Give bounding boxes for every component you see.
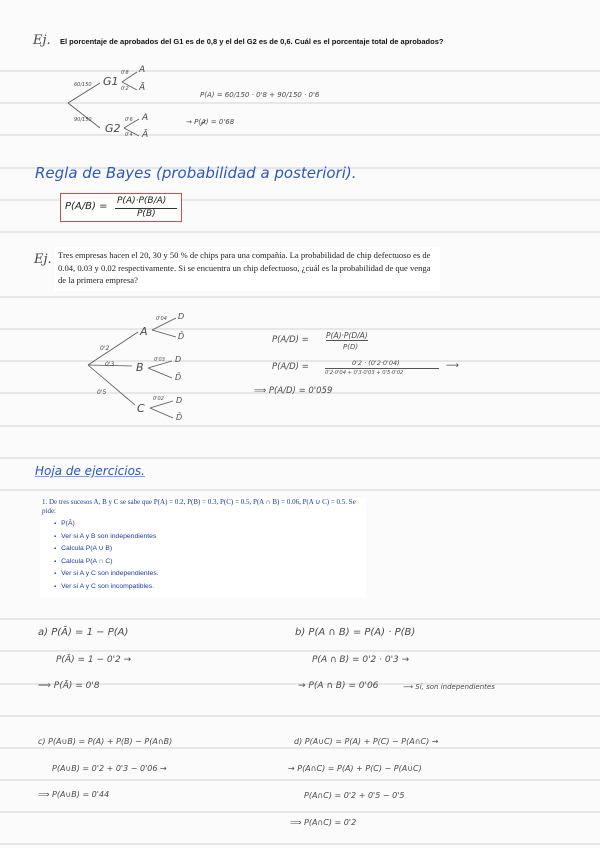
answer-c1: c) P(A∪B) = P(A) + P(B) − P(A∩B)	[38, 737, 173, 746]
answer-b2: P(A ∩ B) = 0'2 · 0'3 →	[312, 655, 410, 665]
answer-a1: a) P(Ā) = 1 − P(A)	[38, 627, 129, 638]
tree2-pb: 0'3	[105, 361, 115, 368]
example1-result: → P(A) = 0'68	[186, 118, 235, 126]
tree2-pa-d: 0'04	[156, 316, 167, 322]
tree1-p-g1: 60/150	[74, 82, 92, 88]
hoja-items	[54, 518, 159, 593]
example1-label: Ej.	[33, 33, 51, 48]
answer-d1: d) P(A∪C) = P(A) + P(C) − P(A∩C) →	[294, 737, 439, 746]
tree2-pc-d: 0'02	[153, 396, 164, 402]
answer-c3: ⟹ P(A∪B) = 0'44	[38, 790, 110, 799]
tree1-a-1: A	[139, 65, 146, 75]
hoja-item: ▪ Ver si A y C son independientes.	[54, 568, 159, 581]
tree1-g2-na: 0'4	[125, 132, 133, 138]
hoja-statement: 1. De tres sucesos A, B y C se sabe que P(A) = 0.2, P(B) = 0.3, P(C) = 0.5, P(A ∩ B) = 0.06, P(A ∪ C) = 0.5. Se pide:	[42, 498, 356, 515]
tree1-a-2: A	[142, 113, 149, 123]
example1-question: El porcentaje de aprobados del G1 es de 0,8 y el del G2 es de 0,6. Cuál es el porcentaje total de aprobados?	[60, 37, 444, 46]
bayes-numerator: P(A)·P(B/A)	[117, 196, 167, 206]
example2-label: Ej.	[34, 252, 52, 267]
tree2-d-1: D	[178, 312, 185, 321]
answer-b3: → P(A ∩ B) = 0'06	[298, 681, 379, 691]
tree1-na-1: Ā	[139, 83, 146, 93]
tree1-g1: G1	[103, 75, 119, 88]
tree2-nd-3: D̄	[176, 413, 183, 422]
tree2-pa: 0'2	[100, 345, 110, 352]
answer-d3: P(A∩C) = 0'2 + 0'5 − 0'5	[304, 791, 405, 800]
example2-step2-num: 0'2 · (0'2·0'04)	[352, 359, 400, 367]
tree2-nd-2: D̄	[175, 373, 182, 382]
bayes-title: Regla de Bayes (probabilidad a posteriori).	[35, 164, 357, 182]
answer-b1: b) P(A ∩ B) = P(A) · P(B)	[295, 627, 416, 638]
example2-step2-arrow: ⟶	[446, 361, 459, 371]
example1-calc: P(A) = 60/150 · 0'8 + 90/150 · 0'6	[200, 91, 320, 99]
tree1-g2-a: 0'6	[125, 117, 133, 123]
hoja-item: ▪ Ver si A y C son incompatibles.	[54, 581, 159, 594]
answer-b3-note: ⟶ Sí, son independientes	[403, 683, 495, 691]
example2-text: Tres empresas hacen el 20, 30 y 50 % de chips para una compañía. La probabilidad de chip defectuoso es de 0.04, 0.03 y 0.02 respectivamente. Si se encuentra un chip defectuoso, ¿cuál es la probabilidad de que venga de la primera empresa?	[54, 247, 440, 291]
hoja-title: Hoja de ejercicios.	[35, 464, 145, 478]
tree2-c: C	[137, 402, 145, 415]
tree1-g1-a: 0'8	[121, 70, 129, 76]
tree2-pc: 0'5	[97, 389, 107, 396]
hoja-item: ▪ Calcula P(A ∪ B)	[54, 543, 159, 556]
tree2-nd-1: D̄	[178, 332, 185, 341]
tree2-a: A	[140, 325, 148, 338]
tree2-b: B	[136, 361, 144, 374]
tree1-p-g2: 90/150	[74, 117, 92, 123]
bayes-denominator: P(B)	[137, 209, 156, 219]
example2-result: ⟹ P(A/D) = 0'059	[254, 386, 333, 396]
example2-step2-lhs: P(A/D) =	[272, 362, 309, 372]
example2-step1-lhs: P(A/D) =	[272, 335, 309, 345]
hoja-exercise-card	[40, 498, 366, 598]
tree2-pb-d: 0'03	[154, 357, 165, 363]
answer-a2: P(Ā) = 1 − 0'2 →	[56, 655, 132, 665]
example2-step1-den: P(D)	[343, 343, 359, 351]
answer-c2: P(A∪B) = 0'2 + 0'3 − 0'06 →	[52, 764, 167, 773]
hoja-item: ▪ Ver si A y B son independientes	[54, 531, 159, 544]
hoja-item: ▪ Calcula P(A ∩ C)	[54, 556, 159, 569]
tree1-g1-na: 0'2	[121, 86, 129, 92]
answer-d4: ⟹ P(A∩C) = 0'2	[290, 818, 357, 827]
bayes-lhs: P(A/B) =	[65, 201, 108, 212]
tree2-d-2: D	[175, 355, 182, 364]
hoja-item: ▪ P(Ā)	[54, 518, 159, 531]
example2-step2-den: 0'2·0'04 + 0'3·0'03 + 0'5·0'02	[325, 368, 439, 376]
answer-a3: ⟹ P(Ā) = 0'8	[38, 681, 100, 691]
tree2-d-3: D	[176, 396, 183, 405]
tree1-g2: G2	[105, 122, 121, 135]
tree1-na-2: Ā	[142, 130, 149, 140]
answer-d2: → P(A∩C) = P(A) + P(C) − P(A∪C)	[288, 764, 422, 773]
example2-step1-num: P(A)·P(D/A)	[326, 331, 368, 340]
